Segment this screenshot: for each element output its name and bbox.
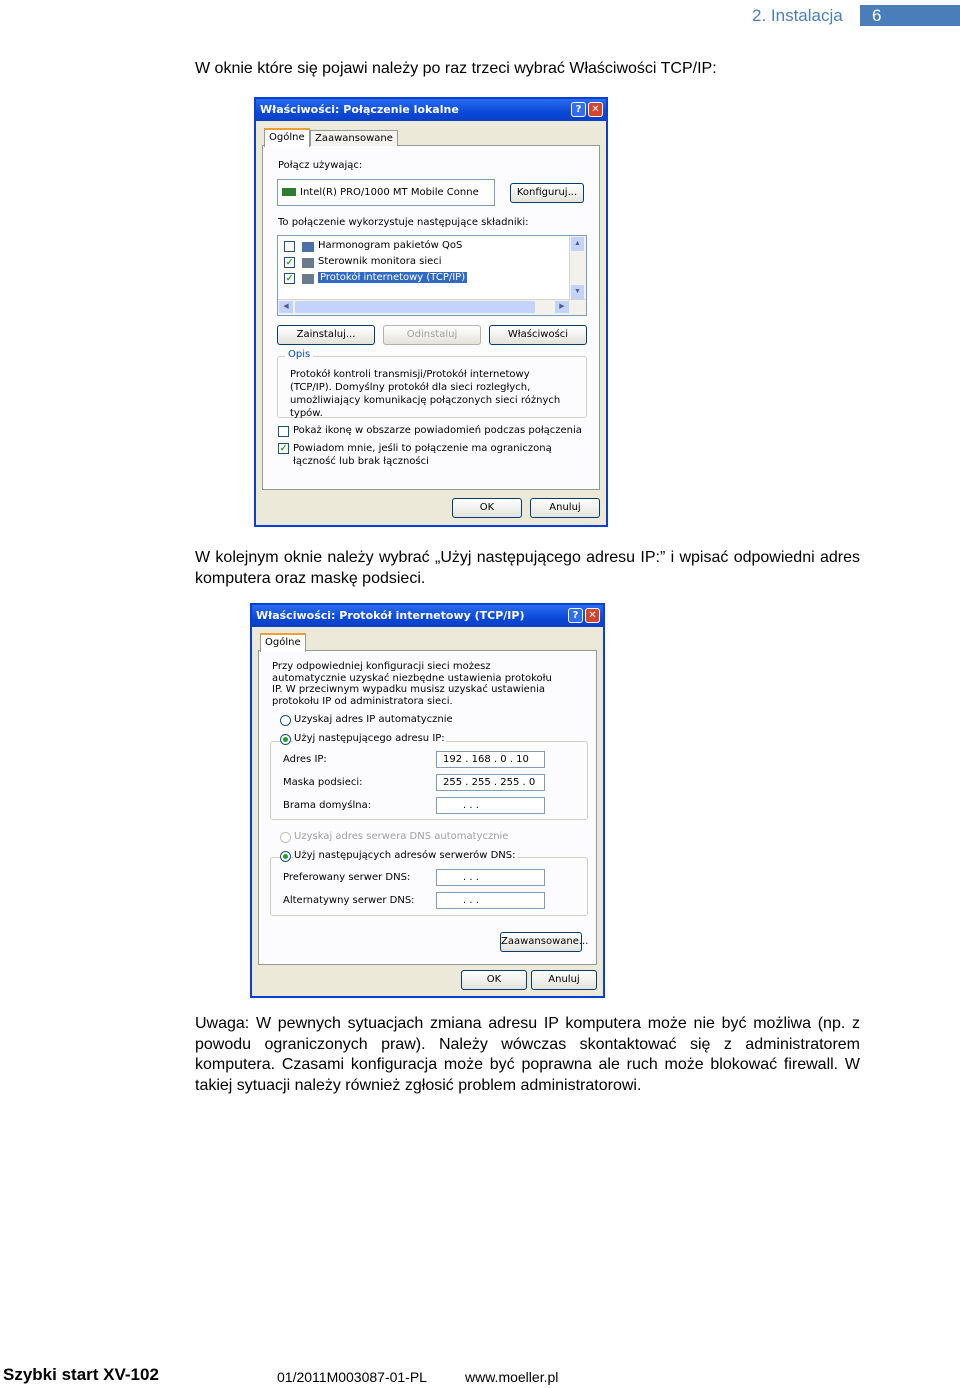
close-icon[interactable]: ✕ [588,102,603,117]
tab-general[interactable]: Ogólne [264,128,310,147]
tab-advanced[interactable]: Zaawansowane [310,130,398,146]
pref-dns-label: Preferowany serwer DNS: [283,872,411,883]
dialog2-titlebar [252,605,603,627]
list-item[interactable] [284,256,564,270]
page-number: 6 [872,6,882,25]
alt-dns-field[interactable]: . . . [436,892,545,909]
vertical-scrollbar[interactable] [569,236,586,300]
scroll-up-icon[interactable]: ▲ [571,237,584,251]
adapter-field [277,179,495,206]
scroll-right-icon[interactable]: ▶ [555,301,569,313]
show-icon-label: Pokaż ikonę w obszarze powiadomień podczas połączenia [293,425,582,436]
show-icon-checkbox[interactable] [278,426,289,437]
protocol-icon [302,274,314,284]
gateway-label: Brama domyślna: [283,800,372,811]
list-item[interactable] [284,272,564,286]
close-icon[interactable]: ✕ [585,608,600,623]
page-number-badge [860,5,960,26]
cancel-button[interactable]: Anuluj [531,970,597,990]
footer-title: Szybki start XV-102 [3,1365,159,1384]
scroll-thumb[interactable] [295,301,535,313]
dialog1-title: Właściwości: Połączenie lokalne [260,103,459,116]
advanced-button[interactable]: Zaawansowane... [500,932,582,952]
ok-button[interactable]: OK [461,970,527,990]
component-label: Protokół internetowy (TCP/IP) [320,272,466,283]
component-checkbox[interactable]: ✓ [285,273,294,283]
subnet-mask-field[interactable]: 255 . 255 . 255 . 0 [436,774,545,791]
configure-button[interactable]: Konfiguruj... [510,183,584,203]
middle-text: W kolejnym oknie należy wybrać „Użyj następującego adresu IP:” i wpisać odpowiedni adres komputera oraz maskę podsieci. [195,549,860,587]
mask-label: Maska podsieci: [283,777,363,788]
component-label: Sterownik monitora sieci [318,256,442,267]
dialog1-titlebar [256,99,606,121]
notify-label: Powiadom mnie, jeśli to połączenie ma ograniczoną łączność lub brak łączności [293,443,552,467]
scroll-left-icon[interactable]: ◀ [279,301,293,313]
help-icon[interactable]: ? [571,102,586,117]
connect-using-label: Połącz używając: [278,160,363,171]
ip-label: Adres IP: [283,754,327,765]
dialog-tcpip-properties [250,603,605,998]
scroll-down-icon[interactable]: ▼ [571,285,584,299]
tab-general[interactable]: Ogólne [260,633,306,652]
manual-dns-radio[interactable] [280,851,291,862]
intro-text: W oknie które się pojawi należy po raz trzeci wybrać Właściwości TCP/IP: [195,60,717,77]
uninstall-button[interactable]: Odinstaluj [383,325,481,345]
network-monitor-icon [302,258,314,268]
auto-dns-radio[interactable] [280,832,291,843]
horizontal-scrollbar[interactable] [278,299,586,315]
notify-checkbox[interactable]: ✓ [279,443,288,453]
alt-dns-label: Alternatywny serwer DNS: [283,895,415,906]
ip-address-field[interactable]: 192 . 168 . 0 . 10 [436,751,545,768]
components-list [277,235,587,316]
dialog-connection-properties [254,97,608,527]
dialog2-title: Właściwości: Protokół internetowy (TCP/IP) [256,609,525,622]
component-checkbox[interactable]: ✓ [285,257,294,267]
info-text: Przy odpowiedniej konfiguracji sieci możesz automatycznie uzyskać niezbędne ustawienia protokołu IP. W przeciwnym wypadku musisz uzyskać ustawienia protokołu IP od administratora sieci. [272,661,552,707]
components-label: To połączenie wykorzystuje następujące składniki: [278,217,529,228]
cancel-button[interactable]: Anuluj [530,498,600,518]
manual-ip-label: Użyj następującego adresu IP: [294,733,445,744]
qos-icon [302,242,314,252]
component-checkbox[interactable] [284,241,295,252]
description-title: Opis [285,349,313,360]
network-card-icon [282,188,296,196]
description-text: Protokół kontroli transmisji/Protokół internetowy (TCP/IP). Domyślny protokół dla sieci rozległych, umożliwiający komunikację połączonych sieci różnych typów. [290,369,561,419]
pref-dns-field[interactable]: . . . [436,869,545,886]
footer-url: www.moeller.pl [465,1369,559,1385]
properties-button[interactable]: Właściwości [489,325,587,345]
auto-ip-label: Uzyskaj adres IP automatycznie [294,714,453,725]
manual-ip-radio[interactable] [280,734,291,745]
install-button[interactable]: Zainstaluj... [277,325,375,345]
header-section: 2. Instalacja [752,6,843,25]
list-item[interactable] [284,240,564,254]
gateway-field[interactable]: . . . [436,797,545,814]
footer-code: 01/2011M003087-01-PL [277,1369,427,1385]
manual-dns-label: Użyj następujących adresów serwerów DNS: [294,850,516,861]
help-icon[interactable]: ? [568,608,583,623]
note-text: Uwaga: W pewnych sytuacjach zmiana adresu IP komputera może nie być możliwa (np. z powodu ograniczonych praw). Należy wówczas skontaktować się z administratorem komputera. Czasami konfiguracja może być poprawna ale ruch może blokować firewall. W takiej sytuacji należy również zgłosić problem administratorowi. [195,1015,860,1094]
component-label: Harmonogram pakietów QoS [318,240,463,251]
auto-dns-label: Uzyskaj adres serwera DNS automatycznie [294,831,509,842]
adapter-name: Intel(R) PRO/1000 MT Mobile Conne [300,187,479,198]
ok-button[interactable]: OK [452,498,522,518]
auto-ip-radio[interactable] [280,715,291,726]
